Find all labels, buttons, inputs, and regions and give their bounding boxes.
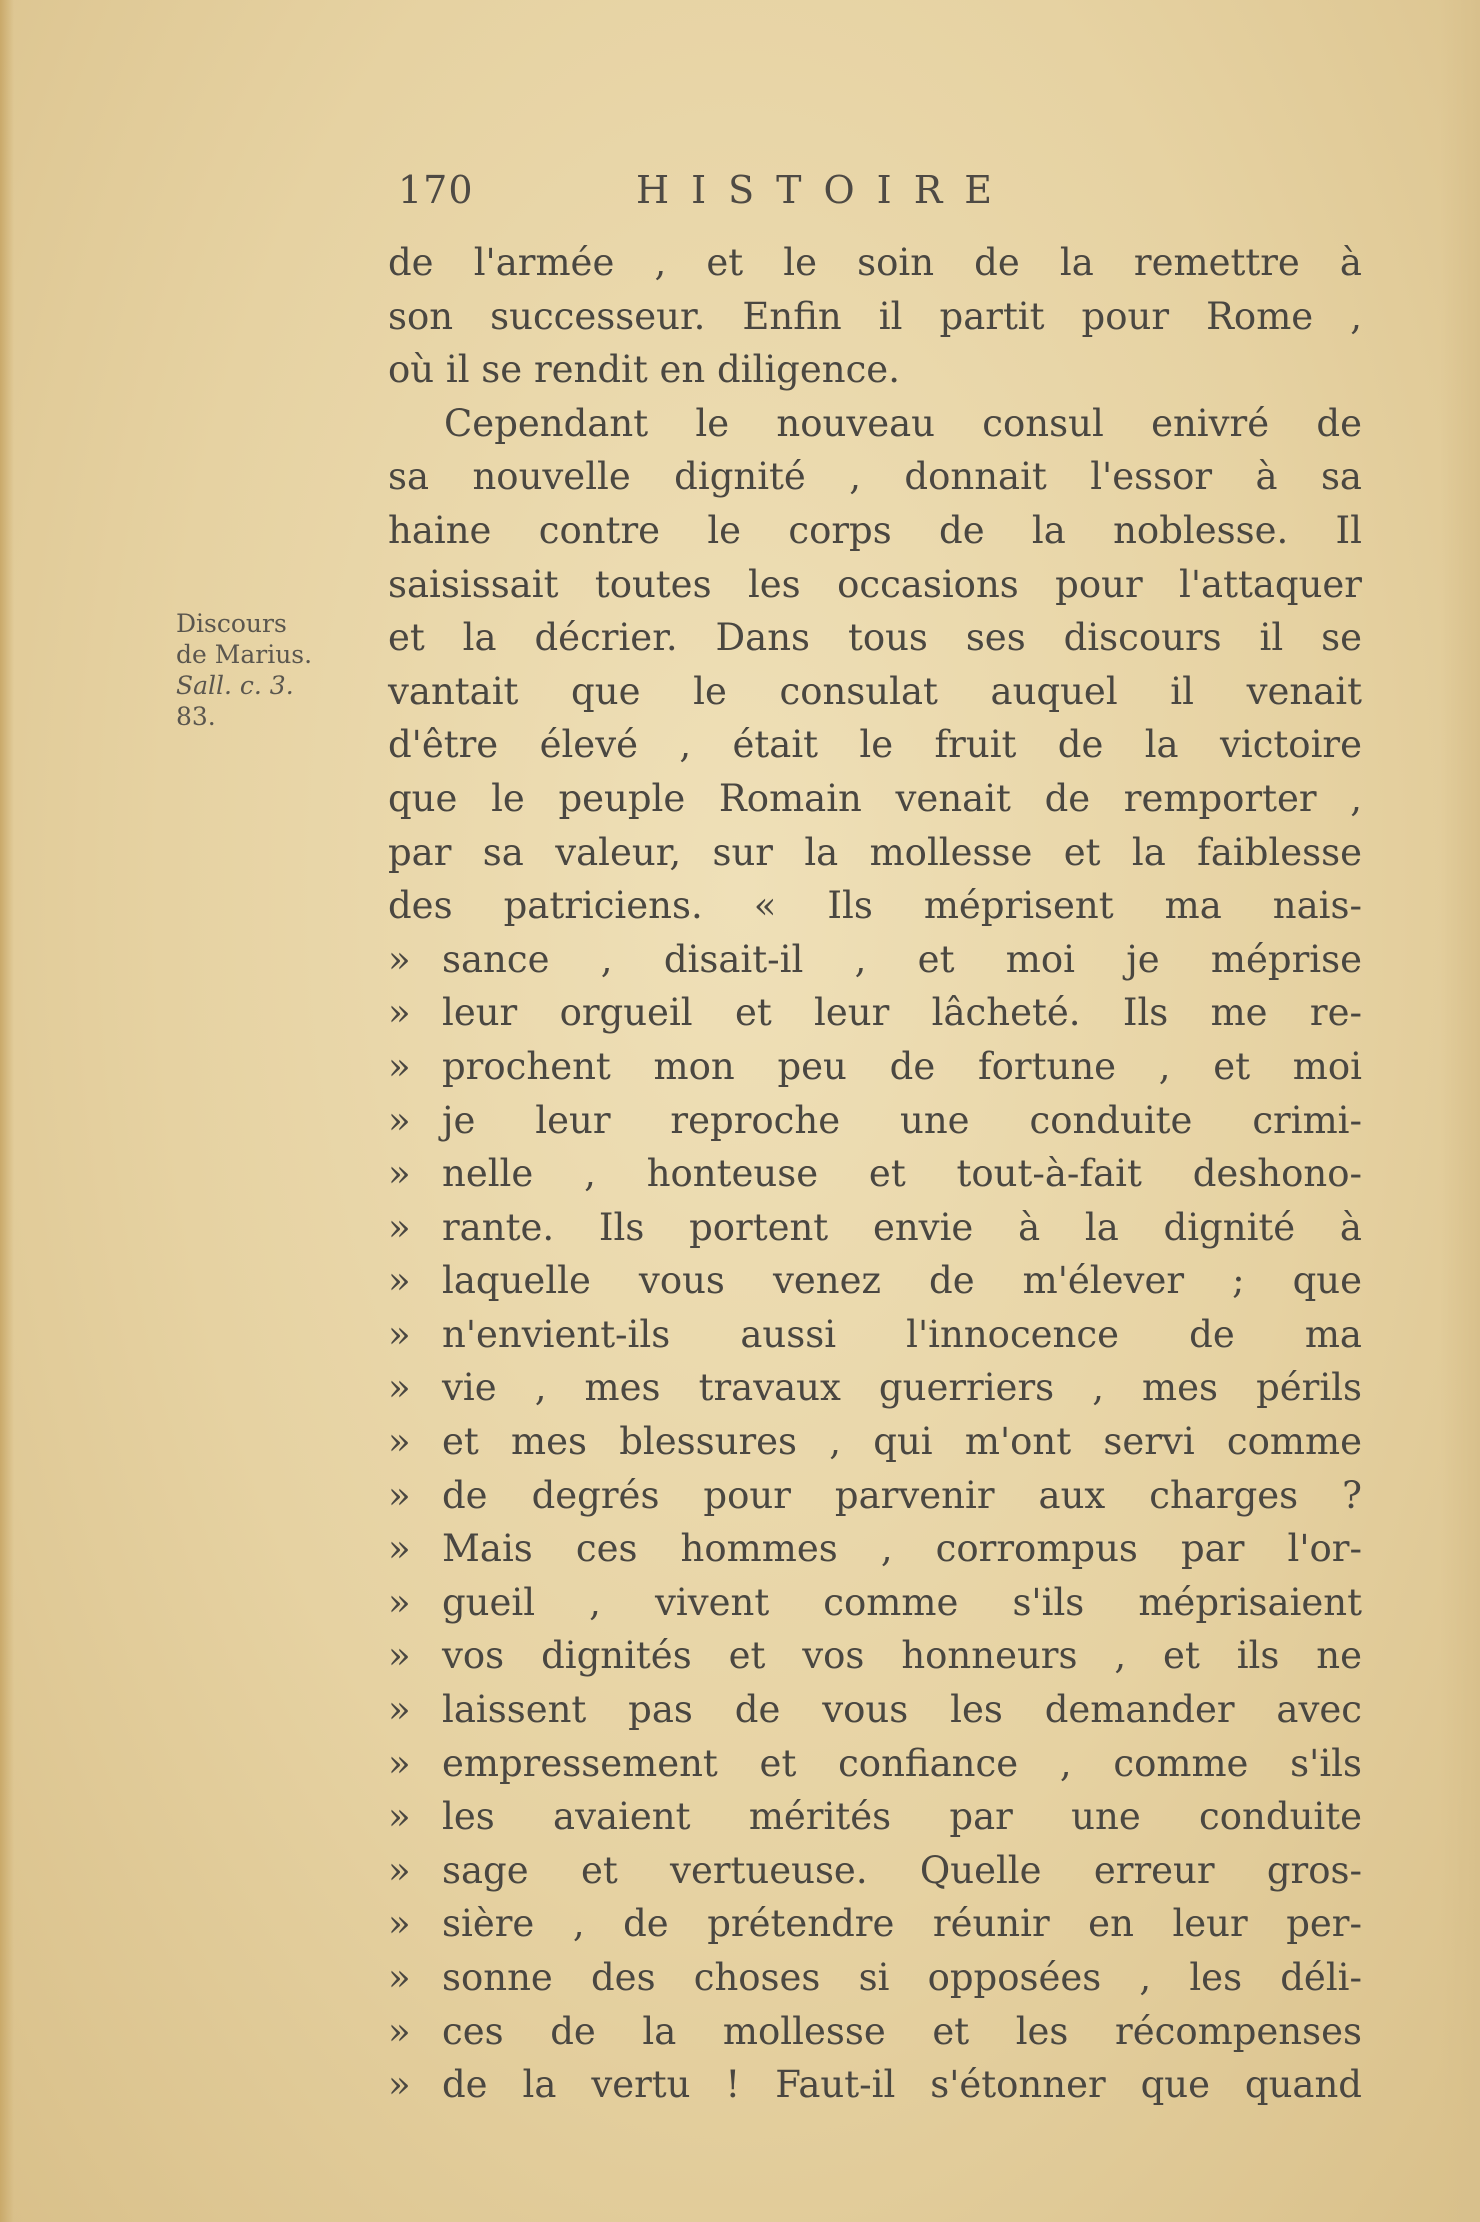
line-text: Cependant le nouveau consul enivré de — [444, 401, 1362, 445]
quote-mark: » — [388, 2009, 411, 2053]
text-line — [388, 1147, 1362, 1201]
line-text: vie , mes travaux guerriers , mes périls — [442, 1366, 1362, 1410]
quote-mark: » — [388, 1312, 411, 1356]
line-text: n'envient-ils aussi l'innocence de ma — [442, 1312, 1362, 1356]
line-text: gueil , vivent comme s'ils méprisaient — [442, 1580, 1362, 1624]
line-text: laissent pas de vous les demander avec — [442, 1688, 1362, 1732]
line-text: prochent mon peu de fortune , et moi — [442, 1044, 1362, 1088]
text-line — [388, 1629, 1362, 1683]
quote-mark: » — [388, 1902, 411, 1946]
quote-mark: » — [388, 1634, 411, 1678]
running-head — [398, 168, 1358, 228]
page-edge-shadow — [1440, 0, 1480, 2222]
quote-mark: » — [388, 1366, 411, 1410]
quote-mark: » — [388, 1420, 411, 1464]
text-line — [388, 397, 1362, 451]
line-text: sage et vertueuse. Quelle erreur gros- — [442, 1848, 1362, 1892]
margin-note — [176, 608, 376, 732]
line-text: de l'armée , et le soin de la remettre à — [388, 241, 1362, 284]
text-line — [388, 1361, 1362, 1415]
line-text: les avaient mérités par une conduite — [442, 1795, 1362, 1839]
line-text: de la vertu ! Faut-il s'étonner que quand — [442, 2063, 1362, 2107]
text-line — [388, 1790, 1362, 1844]
quote-mark: » — [388, 1688, 411, 1732]
quote-mark: » — [388, 991, 411, 1035]
line-text: leur orgueil et leur lâcheté. Ils me re- — [442, 991, 1362, 1035]
text-line — [388, 1683, 1362, 1737]
line-text: sa nouvelle dignité , donnait l'essor à sa — [388, 455, 1362, 499]
quote-mark: » — [388, 1580, 411, 1624]
text-line — [388, 665, 1362, 719]
quote-mark: » — [388, 1044, 411, 1088]
line-text: haine contre le corps de la noblesse. Il — [388, 508, 1362, 552]
text-line — [388, 879, 1362, 933]
quote-mark: » — [388, 1527, 411, 1571]
quote-mark: » — [388, 1741, 411, 1785]
text-line — [388, 2005, 1362, 2059]
text-line — [388, 1415, 1362, 1469]
margin-note-reference: Sall. c. 3. — [176, 671, 294, 700]
line-text: où il se rendit en diligence. — [388, 348, 900, 392]
text-line — [388, 1844, 1362, 1898]
margin-note-line: de Marius. — [176, 640, 313, 669]
line-text: d'être élevé , était le fruit de la victoire — [388, 723, 1362, 767]
text-line — [388, 611, 1362, 665]
margin-note-line: Discours — [176, 609, 287, 638]
line-text: vantait que le consulat auquel il venait — [388, 669, 1362, 713]
text-line — [388, 236, 1362, 290]
margin-note-line: 83. — [176, 702, 216, 731]
line-text: ces de la mollesse et les récompenses — [442, 2009, 1362, 2053]
text-line — [388, 504, 1362, 558]
text-line — [388, 1522, 1362, 1576]
text-line — [388, 1254, 1362, 1308]
text-line — [388, 1897, 1362, 1951]
quote-mark: » — [388, 1795, 411, 1839]
quote-mark: » — [388, 1098, 411, 1142]
line-text: je leur reproche une conduite crimi- — [442, 1098, 1362, 1142]
line-text: nelle , honteuse et tout-à-fait deshono- — [442, 1152, 1362, 1196]
text-line — [388, 558, 1362, 612]
line-text: de degrés pour parvenir aux charges ? — [442, 1473, 1362, 1517]
quote-mark: » — [388, 2063, 411, 2107]
text-line — [388, 2058, 1362, 2112]
text-line — [388, 933, 1362, 987]
quote-mark: » — [388, 1956, 411, 1999]
page-number: 170 — [398, 168, 474, 212]
text-line — [388, 343, 1362, 397]
text-line — [388, 1094, 1362, 1148]
line-text: rante. Ils portent envie à la dignité à — [442, 1205, 1362, 1249]
text-line — [388, 1951, 1362, 2005]
quote-mark: » — [388, 1152, 411, 1196]
quote-mark: » — [388, 1259, 411, 1303]
body-text — [388, 236, 1362, 2112]
line-text: et la décrier. Dans tous ses discours il se — [388, 616, 1362, 660]
text-line — [388, 290, 1362, 344]
text-line — [388, 1737, 1362, 1791]
line-text: saisissait toutes les occasions pour l'attaquer — [388, 562, 1362, 606]
line-text: sière , de prétendre réunir en leur per- — [442, 1902, 1362, 1946]
running-title: HISTOIRE — [636, 168, 1015, 212]
quote-mark: » — [388, 937, 411, 981]
text-line — [388, 1576, 1362, 1630]
quote-mark: » — [388, 1848, 411, 1892]
text-line — [388, 772, 1362, 826]
text-line — [388, 826, 1362, 880]
line-text: Mais ces hommes , corrompus par l'or- — [442, 1527, 1362, 1571]
text-line — [388, 1040, 1362, 1094]
line-text: son successeur. Enfin il partit pour Rome , — [388, 294, 1362, 338]
line-text: que le peuple Romain venait de remporter , — [388, 776, 1362, 820]
line-text: des patriciens. « Ils méprisent ma nais- — [388, 884, 1362, 928]
quote-mark: » — [388, 1473, 411, 1517]
text-line — [388, 1308, 1362, 1362]
text-line — [388, 1469, 1362, 1523]
line-text: et mes blessures , qui m'ont servi comme — [442, 1420, 1362, 1464]
text-line — [388, 450, 1362, 504]
line-text: sonne des choses si opposées , les déli- — [442, 1956, 1362, 1999]
line-text: par sa valeur, sur la mollesse et la faiblesse — [388, 830, 1362, 874]
line-text: sance , disait-il , et moi je méprise — [442, 937, 1362, 981]
line-text: empressement et confiance , comme s'ils — [442, 1741, 1362, 1785]
line-text: laquelle vous venez de m'élever ; que — [442, 1259, 1362, 1303]
line-text: vos dignités et vos honneurs , et ils ne — [442, 1634, 1362, 1678]
text-line — [388, 986, 1362, 1040]
page-gutter-shadow — [0, 0, 14, 2222]
text-line — [388, 718, 1362, 772]
quote-mark: » — [388, 1205, 411, 1249]
text-line — [388, 1201, 1362, 1255]
